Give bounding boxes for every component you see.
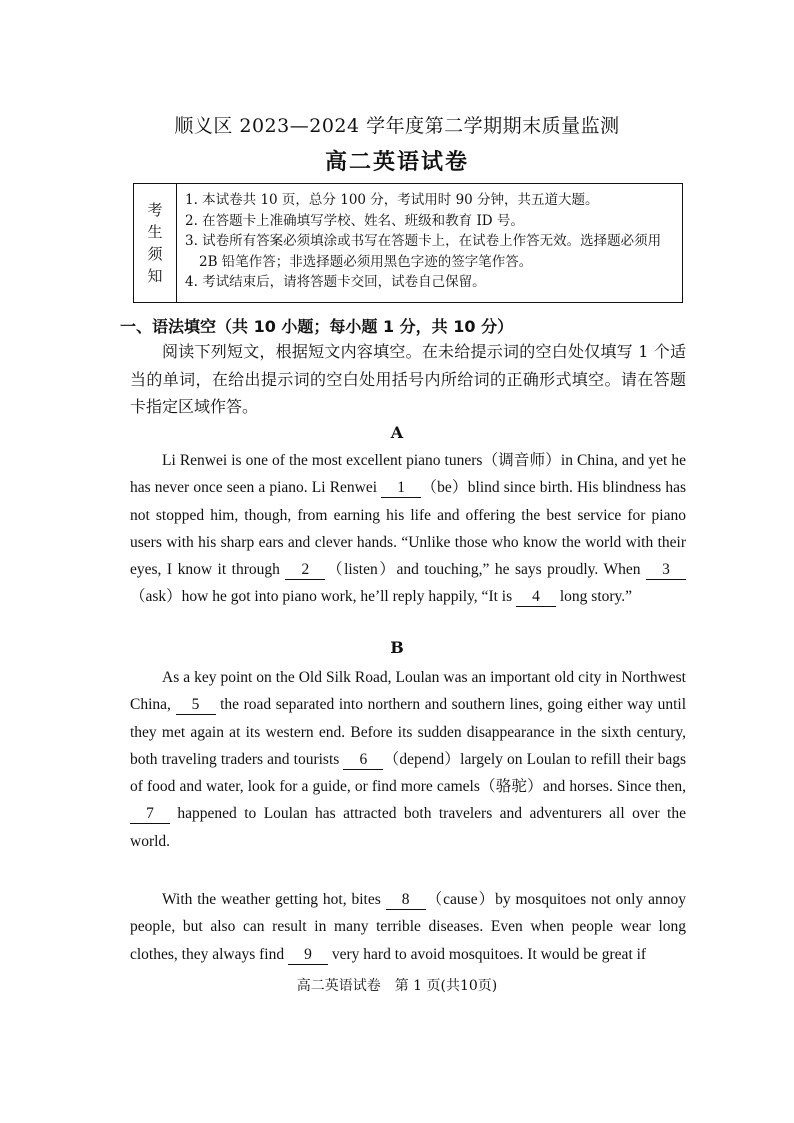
blank-8: 8	[386, 891, 426, 910]
exam-title: 顺义区 2023—2024 学年度第二学期期末质量监测	[174, 115, 620, 137]
section-instructions: 阅读下列短文，根据短文内容填空。在未给提示词的空白处仅填写 1 个适当的单词，在给出提示词的空白处用括号内所给词的正确形式填空。请在答题卡指定区域作答。	[130, 342, 686, 416]
notice-label-char: 生	[147, 223, 163, 241]
blank-4: 4	[516, 588, 556, 607]
passage-a	[130, 447, 686, 611]
blank-3: 3	[646, 561, 686, 580]
notice-label	[134, 184, 177, 302]
passage-text: As a key point on the Old Silk Road, Loulan was an important old city in Northwest China,	[130, 669, 686, 714]
passage-text: very hard to avoid mosquitoes. It would be great if	[327, 945, 647, 963]
blank-2: 2	[285, 561, 325, 580]
passage-text: （cause）by mosquitoes not only annoy people, but also can result in many terrible diseases. Even when people wear long clothes, they always find	[130, 891, 686, 963]
exam-subtitle: 高二英语试卷	[324, 149, 469, 175]
passage-text: （depend）largely on Loulan to refill their bags of food and water, look for a guide, or find more camels（骆驼）and horses. Since then,	[130, 750, 686, 796]
blank-5: 5	[176, 696, 216, 715]
passage-text: （be）blind since birth. His blindness has not stopped him, though, from earning his life and offering the best service for piano users with his sharp ears and clever hands. “Unlike those who know the world with their eyes, I know it through	[130, 479, 686, 579]
notice-item-3: 3. 试卷所有答案必须填涂或书写在答题卡上，在试卷上作答无效。选择题必须用	[185, 233, 662, 249]
page-footer: 高二英语试卷 第 1 页(共10页)	[296, 978, 498, 994]
passage-text: With the weather getting hot, bites	[162, 891, 386, 908]
passage-text: Li Renwei is one of the most excellent piano tuners（调音师）in China, and yet he has never once seen a piano. Li Renwei	[130, 452, 686, 497]
blank-6: 6	[343, 751, 383, 770]
notice-item-3-cont: 2B 铅笔作答；非选择题必须用黑色字迹的签字笔作答。	[199, 253, 533, 270]
section-heading: 一、语法填空（共 10 小题；每小题 1 分，共 10 分）	[120, 317, 514, 336]
blank-1: 1	[381, 479, 421, 498]
notice-item-4: 4. 考试结束后，请将答题卡交回，试卷自己保留。	[185, 274, 486, 290]
passage-b	[130, 664, 686, 855]
passage-text: （listen）and touching,” he says proudly. When	[325, 561, 646, 579]
notice-items	[177, 184, 682, 302]
notice-item-1: 1. 本试卷共 10 页，总分 100 分，考试用时 90 分钟，共五道大题。	[185, 192, 599, 208]
notice-box	[133, 183, 683, 303]
passage-c	[130, 886, 686, 968]
passage-text: long story.”	[556, 588, 633, 606]
notice-label-char: 知	[147, 267, 163, 285]
passage-text: the road separated into northern and southern lines, going either way until they met again at its western end. Before its sudden disappearance in the sixth century, both traveling traders and tourists	[130, 696, 686, 768]
passage-a-label: A	[390, 423, 404, 442]
blank-7: 7	[130, 805, 170, 824]
notice-label-char: 考	[147, 201, 163, 219]
passage-text: happened to Loulan has attracted both travelers and adventurers all over the world.	[130, 805, 686, 850]
passage-text: （ask）how he got into piano work, he’ll reply happily, “It is	[130, 588, 516, 606]
notice-label-char: 须	[147, 245, 163, 263]
notice-item-2: 2. 在答题卡上准确填写学校、姓名、班级和教育 ID 号。	[185, 212, 524, 229]
passage-b-label: B	[390, 638, 404, 657]
blank-9: 9	[288, 946, 328, 965]
